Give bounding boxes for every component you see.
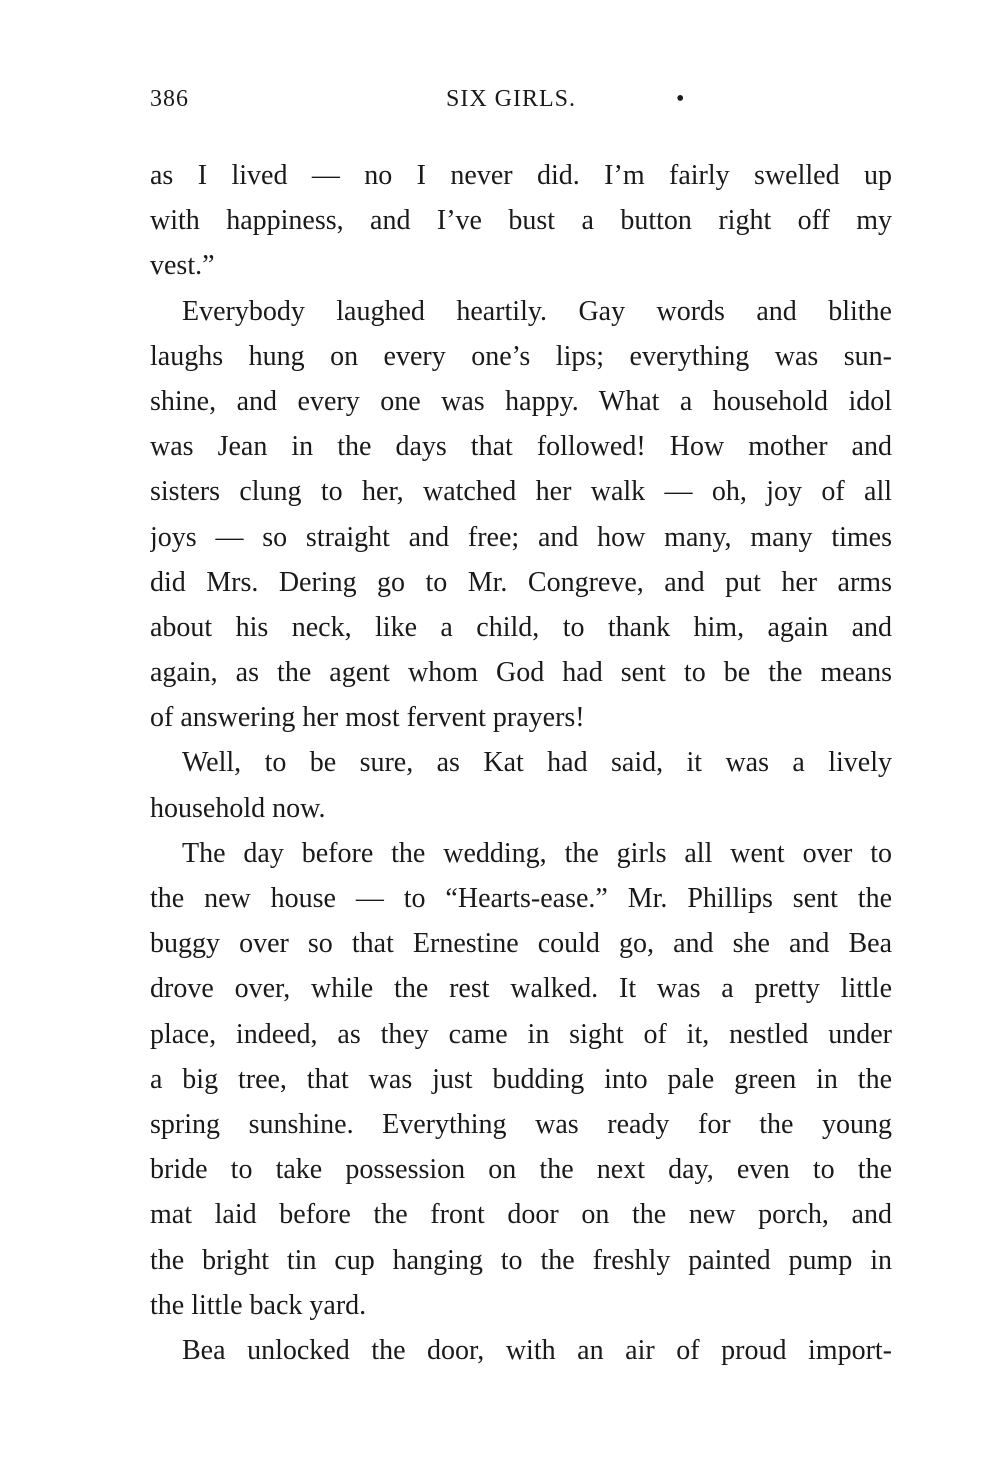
text-line: again, as the agent whom God had sent to be the means xyxy=(150,657,892,689)
text-line: sisters clung to her, watched her walk — oh, joy of all xyxy=(150,476,892,508)
text-line: the bright tin cup hanging to the freshly painted pump in xyxy=(150,1244,892,1276)
paragraph xyxy=(150,831,892,1328)
text-line: spring sunshine. Everything was ready for the young xyxy=(150,1108,892,1140)
text-line: Everybody laughed heartily. Gay words and blithe xyxy=(182,295,892,327)
text-line: shine, and every one was happy. What a household idol xyxy=(150,385,892,417)
paragraph xyxy=(150,153,892,289)
text-line: mat laid before the front door on the new porch, and xyxy=(150,1199,892,1231)
text-line: laughs hung on every one’s lips; everything was sun- xyxy=(150,340,892,372)
text-line: was Jean in the days that followed! How mother and xyxy=(150,431,892,463)
text-line: the little back yard. xyxy=(150,1289,367,1321)
text-line: as I lived — no I never did. I’m fairly swelled up xyxy=(150,160,892,191)
text-line: buggy over so that Ernestine could go, and she and Bea xyxy=(150,928,892,960)
paragraph xyxy=(150,1328,892,1373)
text-line: drove over, while the rest walked. It was a pretty little xyxy=(150,973,892,1005)
text-line: joys — so straight and free; and how many, many times xyxy=(150,521,892,553)
text-line: The day before the wedding, the girls all went over to xyxy=(182,837,892,869)
text-line: vest.” xyxy=(150,250,215,282)
running-title: SIX GIRLS. xyxy=(446,86,577,112)
text-line: did Mrs. Dering go to Mr. Congreve, and put her arms xyxy=(150,566,892,598)
paragraph xyxy=(150,740,892,830)
text-line: of answering her most fervent prayers! xyxy=(150,702,585,734)
paragraph xyxy=(150,289,892,741)
text-line: bride to take possession on the next day, even to the xyxy=(150,1154,892,1186)
text-line: about his neck, like a child, to thank him, again and xyxy=(150,611,892,643)
body-text xyxy=(150,153,892,1373)
text-line: household now. xyxy=(150,792,326,824)
text-line: with happiness, and I’ve bust a button right off my xyxy=(150,205,892,237)
header-mark: • xyxy=(676,86,686,112)
page-number: 386 xyxy=(150,86,189,112)
text-line: Well, to be sure, as Kat had said, it was a lively xyxy=(182,747,892,779)
text-line: a big tree, that was just budding into pale green in the xyxy=(150,1063,892,1095)
text-line: the new house — to “Hearts-ease.” Mr. Phillips sent the xyxy=(150,883,892,914)
text-line: place, indeed, as they came in sight of it, nestled under xyxy=(150,1018,892,1050)
running-head xyxy=(150,86,892,126)
text-line: Bea unlocked the door, with an air of proud import- xyxy=(182,1334,892,1366)
